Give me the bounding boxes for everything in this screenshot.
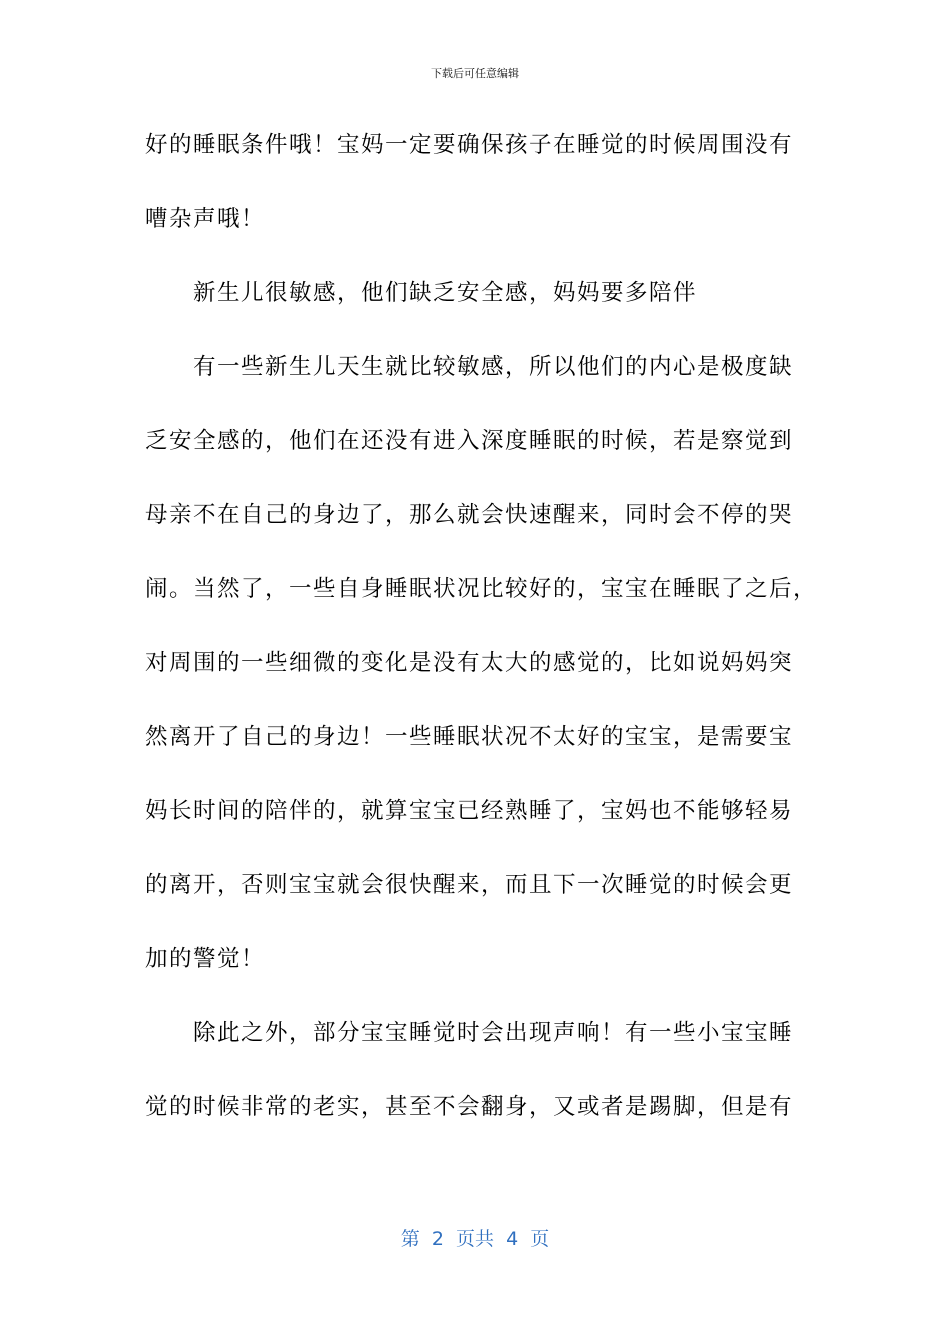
text-line: 妈长时间的陪伴的，就算宝宝已经熟睡了，宝妈也不能够轻易 bbox=[145, 798, 794, 824]
text-line: 对周围的一些细微的变化是没有太大的感觉的，比如说妈妈突 bbox=[145, 650, 794, 676]
text-line: 的离开，否则宝宝就会很快醒来，而且下一次睡觉的时候会更 bbox=[145, 872, 794, 898]
text-line: 嘈杂声哦！ bbox=[145, 206, 266, 232]
text-line: 母亲不在自己的身边了，那么就会快速醒来，同时会不停的哭 bbox=[145, 502, 794, 528]
text-line: 有一些新生儿天生就比较敏感，所以他们的内心是极度缺 bbox=[193, 354, 794, 380]
page-number-footer: 第 2 页共 4 页 bbox=[400, 1228, 550, 1250]
text-line: 加的警觉！ bbox=[145, 946, 266, 972]
section-heading: 新生儿很敏感，他们缺乏安全感，妈妈要多陪伴 bbox=[193, 280, 698, 306]
text-line: 然离开了自己的身边！一些睡眠状况不太好的宝宝，是需要宝 bbox=[145, 724, 794, 750]
document-body bbox=[145, 108, 818, 1144]
text-line: 觉的时候非常的老实，甚至不会翻身，又或者是踢脚，但是有 bbox=[145, 1094, 794, 1120]
text-line: 好的睡眠条件哦！宝妈一定要确保孩子在睡觉的时候周围没有 bbox=[145, 132, 794, 158]
text-line: 除此之外，部分宝宝睡觉时会出现声响！有一些小宝宝睡 bbox=[193, 1020, 794, 1046]
text-line: 闹。当然了，一些自身睡眠状况比较好的，宝宝在睡眠了之后， bbox=[145, 576, 818, 602]
text-line: 乏安全感的，他们在还没有进入深度睡眠的时候，若是察觉到 bbox=[145, 428, 794, 454]
page-header: 下载后可任意编辑 bbox=[431, 67, 519, 80]
